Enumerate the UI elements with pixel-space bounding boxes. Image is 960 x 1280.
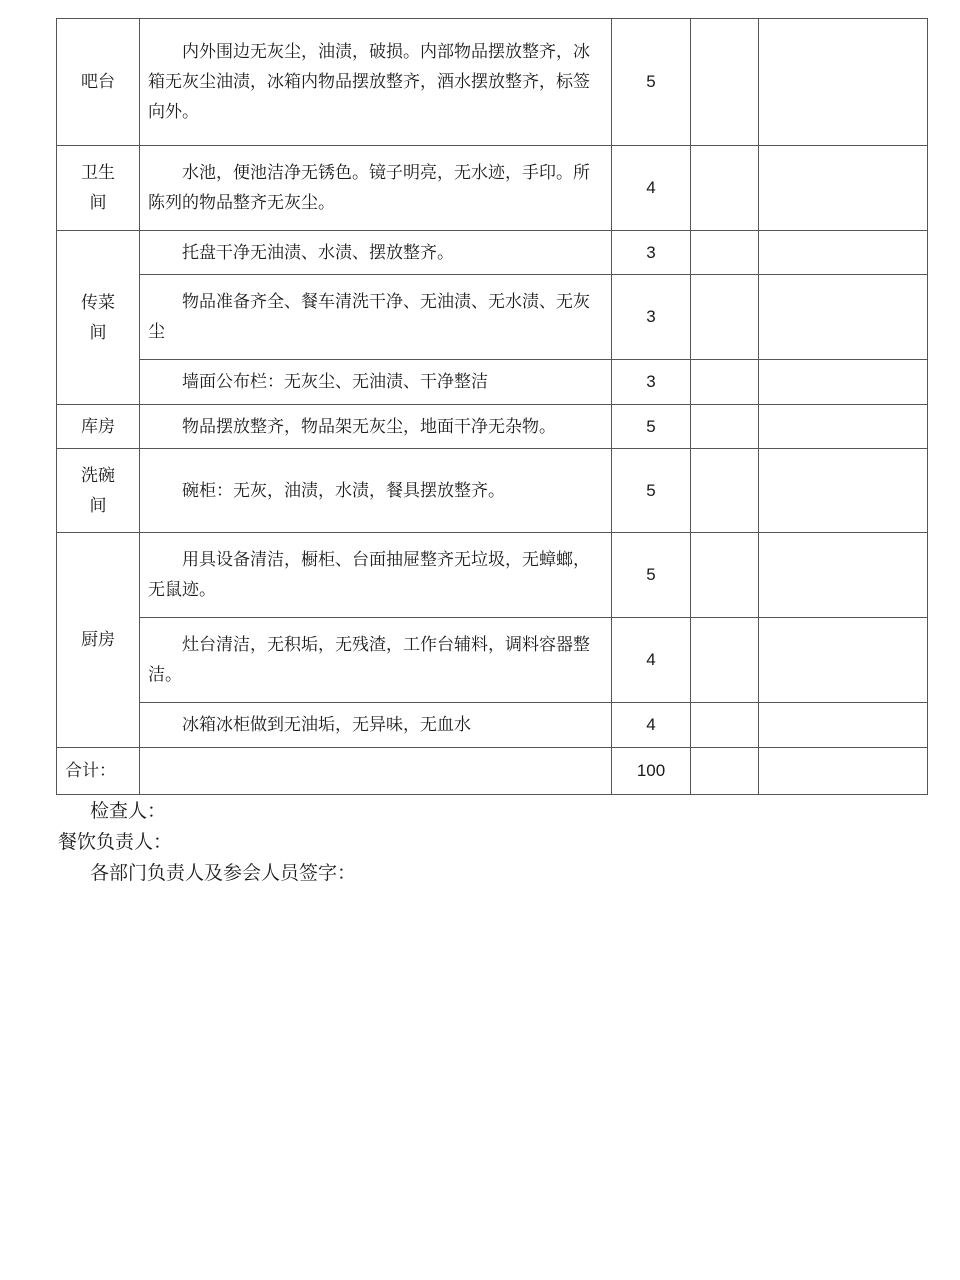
table-row: [57, 449, 928, 533]
criteria-cell: [140, 618, 612, 703]
score-cell: 4: [612, 146, 691, 231]
department-heads-signature-label: 各部门负责人及参会人员签字：: [90, 862, 357, 884]
score-cell: 3: [612, 360, 691, 405]
area-label: 传菜: [81, 292, 115, 313]
total-desc-cell: [140, 748, 612, 795]
remarks-cell[interactable]: [759, 231, 928, 275]
criteria-cell: [140, 449, 612, 533]
criteria-text: 托盘干净无油渍、水渍、摆放整齐。: [182, 242, 454, 263]
area-cell: [57, 449, 140, 533]
remarks-cell[interactable]: [759, 275, 928, 360]
remarks-cell[interactable]: [759, 146, 928, 231]
table-row: [57, 533, 928, 618]
inspection-table: [56, 18, 928, 795]
rating-cell[interactable]: [691, 146, 759, 231]
criteria-cell: [140, 533, 612, 618]
score-cell: 3: [612, 231, 691, 275]
criteria-text: 墙面公布栏：无灰尘、无油渍、干净整洁: [182, 372, 488, 392]
criteria-text: 物品摆放整齐，物品架无灰尘，地面干净无杂物。: [182, 416, 556, 437]
total-remarks-cell[interactable]: [759, 748, 928, 795]
rating-cell[interactable]: [691, 449, 759, 533]
table-row: [57, 405, 928, 449]
criteria-text: 碗柜：无灰，油渍，水渍，餐具摆放整齐。: [182, 480, 505, 501]
table-row: [57, 231, 928, 275]
remarks-cell[interactable]: [759, 703, 928, 748]
area-cell: [57, 19, 140, 146]
area-label: 卫生: [81, 163, 115, 183]
total-score: 100: [612, 748, 691, 795]
total-label: 合计：: [57, 748, 140, 795]
area-label: 厨房: [81, 630, 115, 650]
criteria-cell: [140, 19, 612, 146]
criteria-text: 内外围边无灰尘，油渍，破损。内部物品摆放整齐，冰箱无灰尘油渍，冰箱内物品摆放整齐，酒水摆放整齐，标签向外。: [148, 42, 590, 122]
criteria-cell: [140, 275, 612, 360]
inspector-signature-label: 检查人：: [90, 800, 167, 822]
rating-cell[interactable]: [691, 618, 759, 703]
rating-cell[interactable]: [691, 533, 759, 618]
score-cell: 3: [612, 275, 691, 360]
area-cell: [57, 533, 140, 748]
rating-cell[interactable]: [691, 19, 759, 146]
area-label: 吧台: [81, 72, 115, 92]
area-label: 间: [89, 193, 107, 213]
remarks-cell[interactable]: [759, 405, 928, 449]
area-cell: [57, 405, 140, 449]
table-row: [57, 19, 928, 146]
table-row: [57, 275, 928, 360]
area-cell: [57, 231, 140, 405]
table-row: [57, 146, 928, 231]
rating-cell[interactable]: [691, 703, 759, 748]
area-label: 间: [89, 495, 107, 516]
area-label: 间: [89, 322, 107, 343]
rating-cell[interactable]: [691, 405, 759, 449]
remarks-cell[interactable]: [759, 19, 928, 146]
criteria-cell: [140, 146, 612, 231]
table-row: [57, 703, 928, 748]
criteria-text: 物品准备齐全、餐车清洗干净、无油渍、无水渍、无灰尘: [148, 292, 590, 342]
remarks-cell[interactable]: [759, 449, 928, 533]
table-row: [57, 360, 928, 405]
criteria-cell: [140, 703, 612, 748]
total-rating-cell[interactable]: [691, 748, 759, 795]
score-cell: 5: [612, 449, 691, 533]
criteria-text: 灶台清洁，无积垢，无残渣，工作台辅料，调料容器整洁。: [148, 635, 590, 685]
criteria-cell: [140, 405, 612, 449]
total-row: [57, 748, 928, 795]
score-cell: 5: [612, 405, 691, 449]
table-row: [57, 618, 928, 703]
remarks-cell[interactable]: [759, 533, 928, 618]
criteria-text: 水池，便池洁净无锈色。镜子明亮，无水迹，手印。所陈列的物品整齐无灰尘。: [148, 163, 590, 213]
score-cell: 5: [612, 533, 691, 618]
criteria-text: 用具设备清洁，橱柜、台面抽屉整齐无垃圾，无蟑螂，无鼠迹。: [148, 550, 590, 600]
criteria-cell: [140, 360, 612, 405]
rating-cell[interactable]: [691, 360, 759, 405]
remarks-cell[interactable]: [759, 618, 928, 703]
rating-cell[interactable]: [691, 275, 759, 360]
rating-cell[interactable]: [691, 231, 759, 275]
area-cell: [57, 146, 140, 231]
criteria-cell: [140, 231, 612, 275]
criteria-text: 冰箱冰柜做到无油垢，无异味，无血水: [182, 715, 471, 735]
score-cell: 5: [612, 19, 691, 146]
area-label: 洗碗: [81, 465, 115, 486]
score-cell: 4: [612, 703, 691, 748]
catering-manager-signature-label: 餐饮负责人：: [58, 831, 173, 853]
score-cell: 4: [612, 618, 691, 703]
area-label: 库房: [81, 416, 115, 437]
remarks-cell[interactable]: [759, 360, 928, 405]
